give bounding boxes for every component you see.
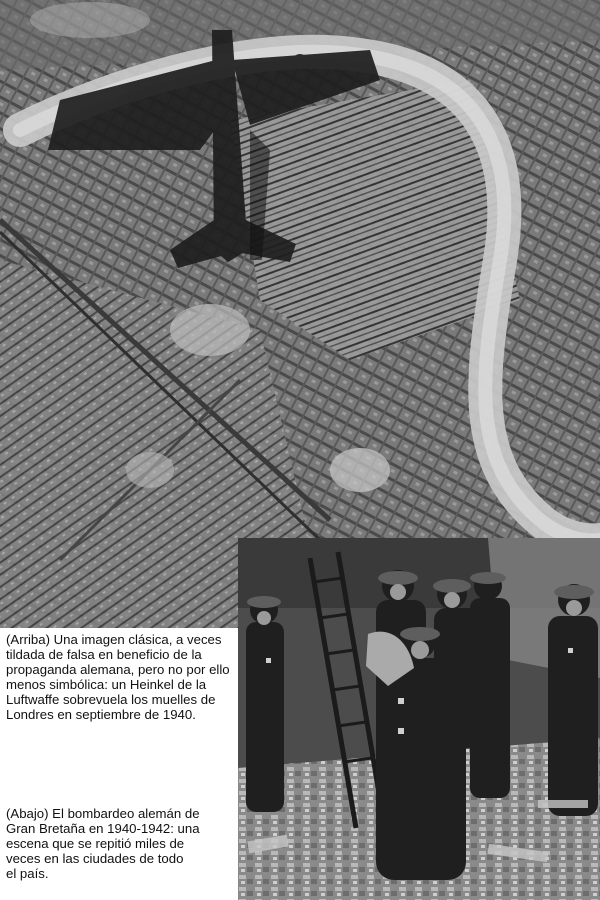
caption-top: (Arriba) Una imagen clásica, a veces tildada de falsa en beneficio de la propaganda alemana, pero no por ello menos simbólica: un Heinkel de la Luftwaffe sobrevuela los muelles de Londres en septiembre de 1940. — [6, 632, 230, 722]
caption-bottom: (Abajo) El bombardeo alemán de Gran Bretaña en 1940-1942: una escena que se repitió miles de veces en las ciudades de todo el país. — [6, 806, 200, 881]
rescue-scene-photo — [238, 538, 600, 900]
